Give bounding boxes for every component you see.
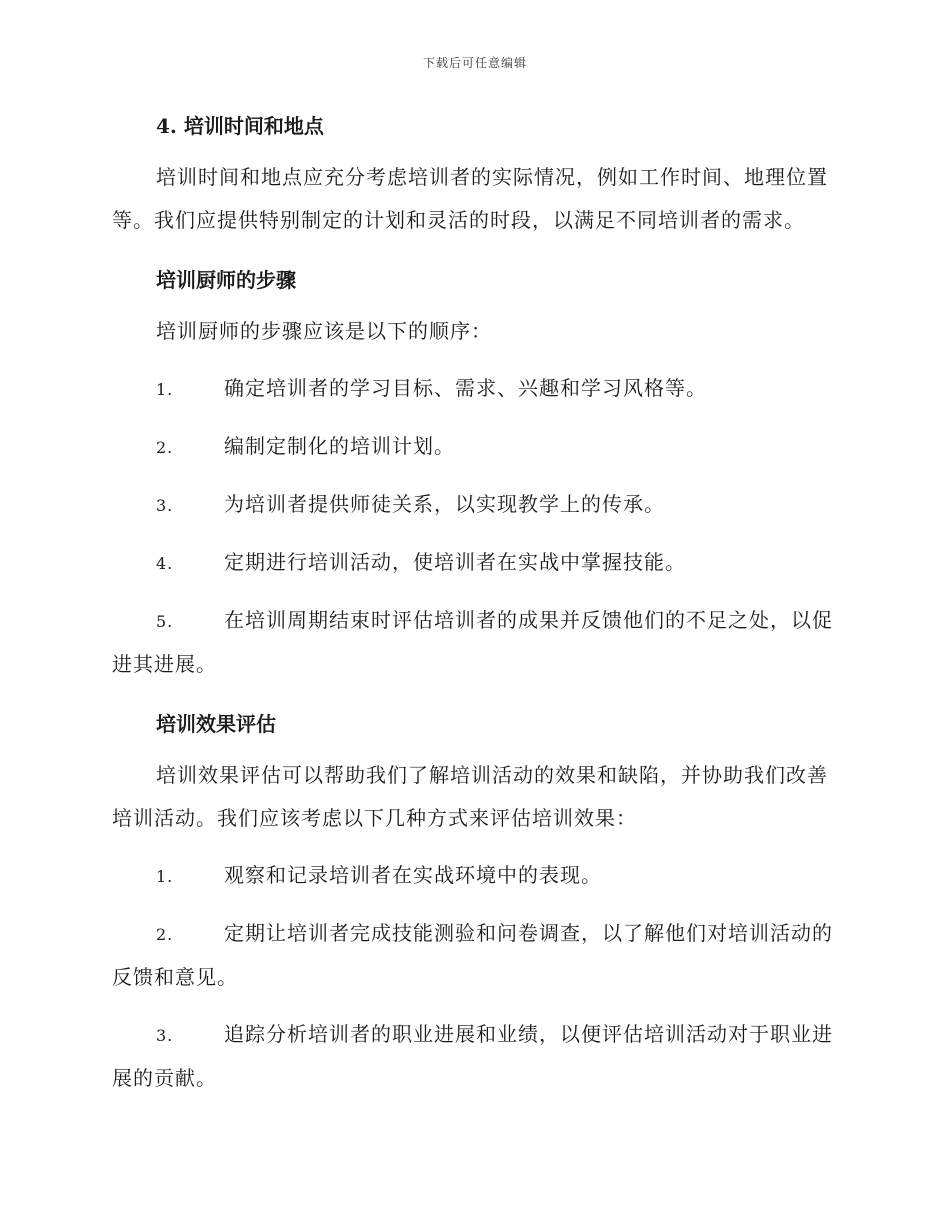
paragraph-evaluation: 培训效果评估可以帮助我们了解培训活动的效果和缺陷，并协助我们改善培训活动。我们应该考虑以下几种方式来评估培训效果：	[112, 763, 828, 830]
list-text: 编制定制化的培训计划。	[224, 434, 455, 458]
list-text: 在培训周期结束时评估培训者的成果并反馈他们的不足之处，以促进其进展。	[112, 608, 833, 676]
list-item	[112, 854, 834, 898]
list-item	[112, 541, 834, 585]
list-number: 2.	[156, 925, 174, 944]
list-text: 确定培训者的学习目标、需求、兴趣和学习风格等。	[224, 376, 707, 400]
paragraph-steps-intro: 培训厨师的步骤应该是以下的顺序：	[156, 319, 492, 343]
list-number: 4.	[156, 554, 174, 573]
list-item	[112, 483, 834, 527]
paragraph-training-time: 培训时间和地点应充分考虑培训者的实际情况，例如工作时间、地理位置等。我们应提供特别制定的计划和灵活的时段，以满足不同培训者的需求。	[112, 165, 828, 232]
list-number: 5.	[156, 612, 174, 631]
list-text: 为培训者提供师徒关系，以实现教学上的传承。	[224, 492, 665, 516]
list-number: 3.	[156, 496, 174, 515]
document-body	[112, 110, 834, 1100]
section-title-evaluation: 培训效果评估	[156, 712, 276, 736]
list-text: 定期让培训者完成技能测验和问卷调查，以了解他们对培训活动的反馈和意见。	[112, 921, 833, 989]
list-number: 3.	[156, 1026, 174, 1045]
list-item	[112, 599, 834, 686]
list-item	[112, 367, 834, 411]
list-number: 1.	[156, 867, 174, 886]
list-number: 1.	[156, 380, 174, 399]
section-title-training-time: 4. 培训时间和地点	[156, 114, 324, 138]
page-header: 下载后可任意编辑	[422, 56, 527, 70]
list-item	[112, 912, 834, 999]
list-text: 观察和记录培训者在实战环境中的表现。	[224, 863, 602, 887]
list-item	[112, 1013, 834, 1100]
list-number: 2.	[156, 438, 174, 457]
list-text: 追踪分析培训者的职业进展和业绩，以便评估培训活动对于职业进展的贡献。	[112, 1022, 833, 1090]
section-title-steps: 培训厨师的步骤	[156, 268, 296, 292]
list-item	[112, 425, 834, 469]
list-text: 定期进行培训活动，使培训者在实战中掌握技能。	[224, 550, 686, 574]
